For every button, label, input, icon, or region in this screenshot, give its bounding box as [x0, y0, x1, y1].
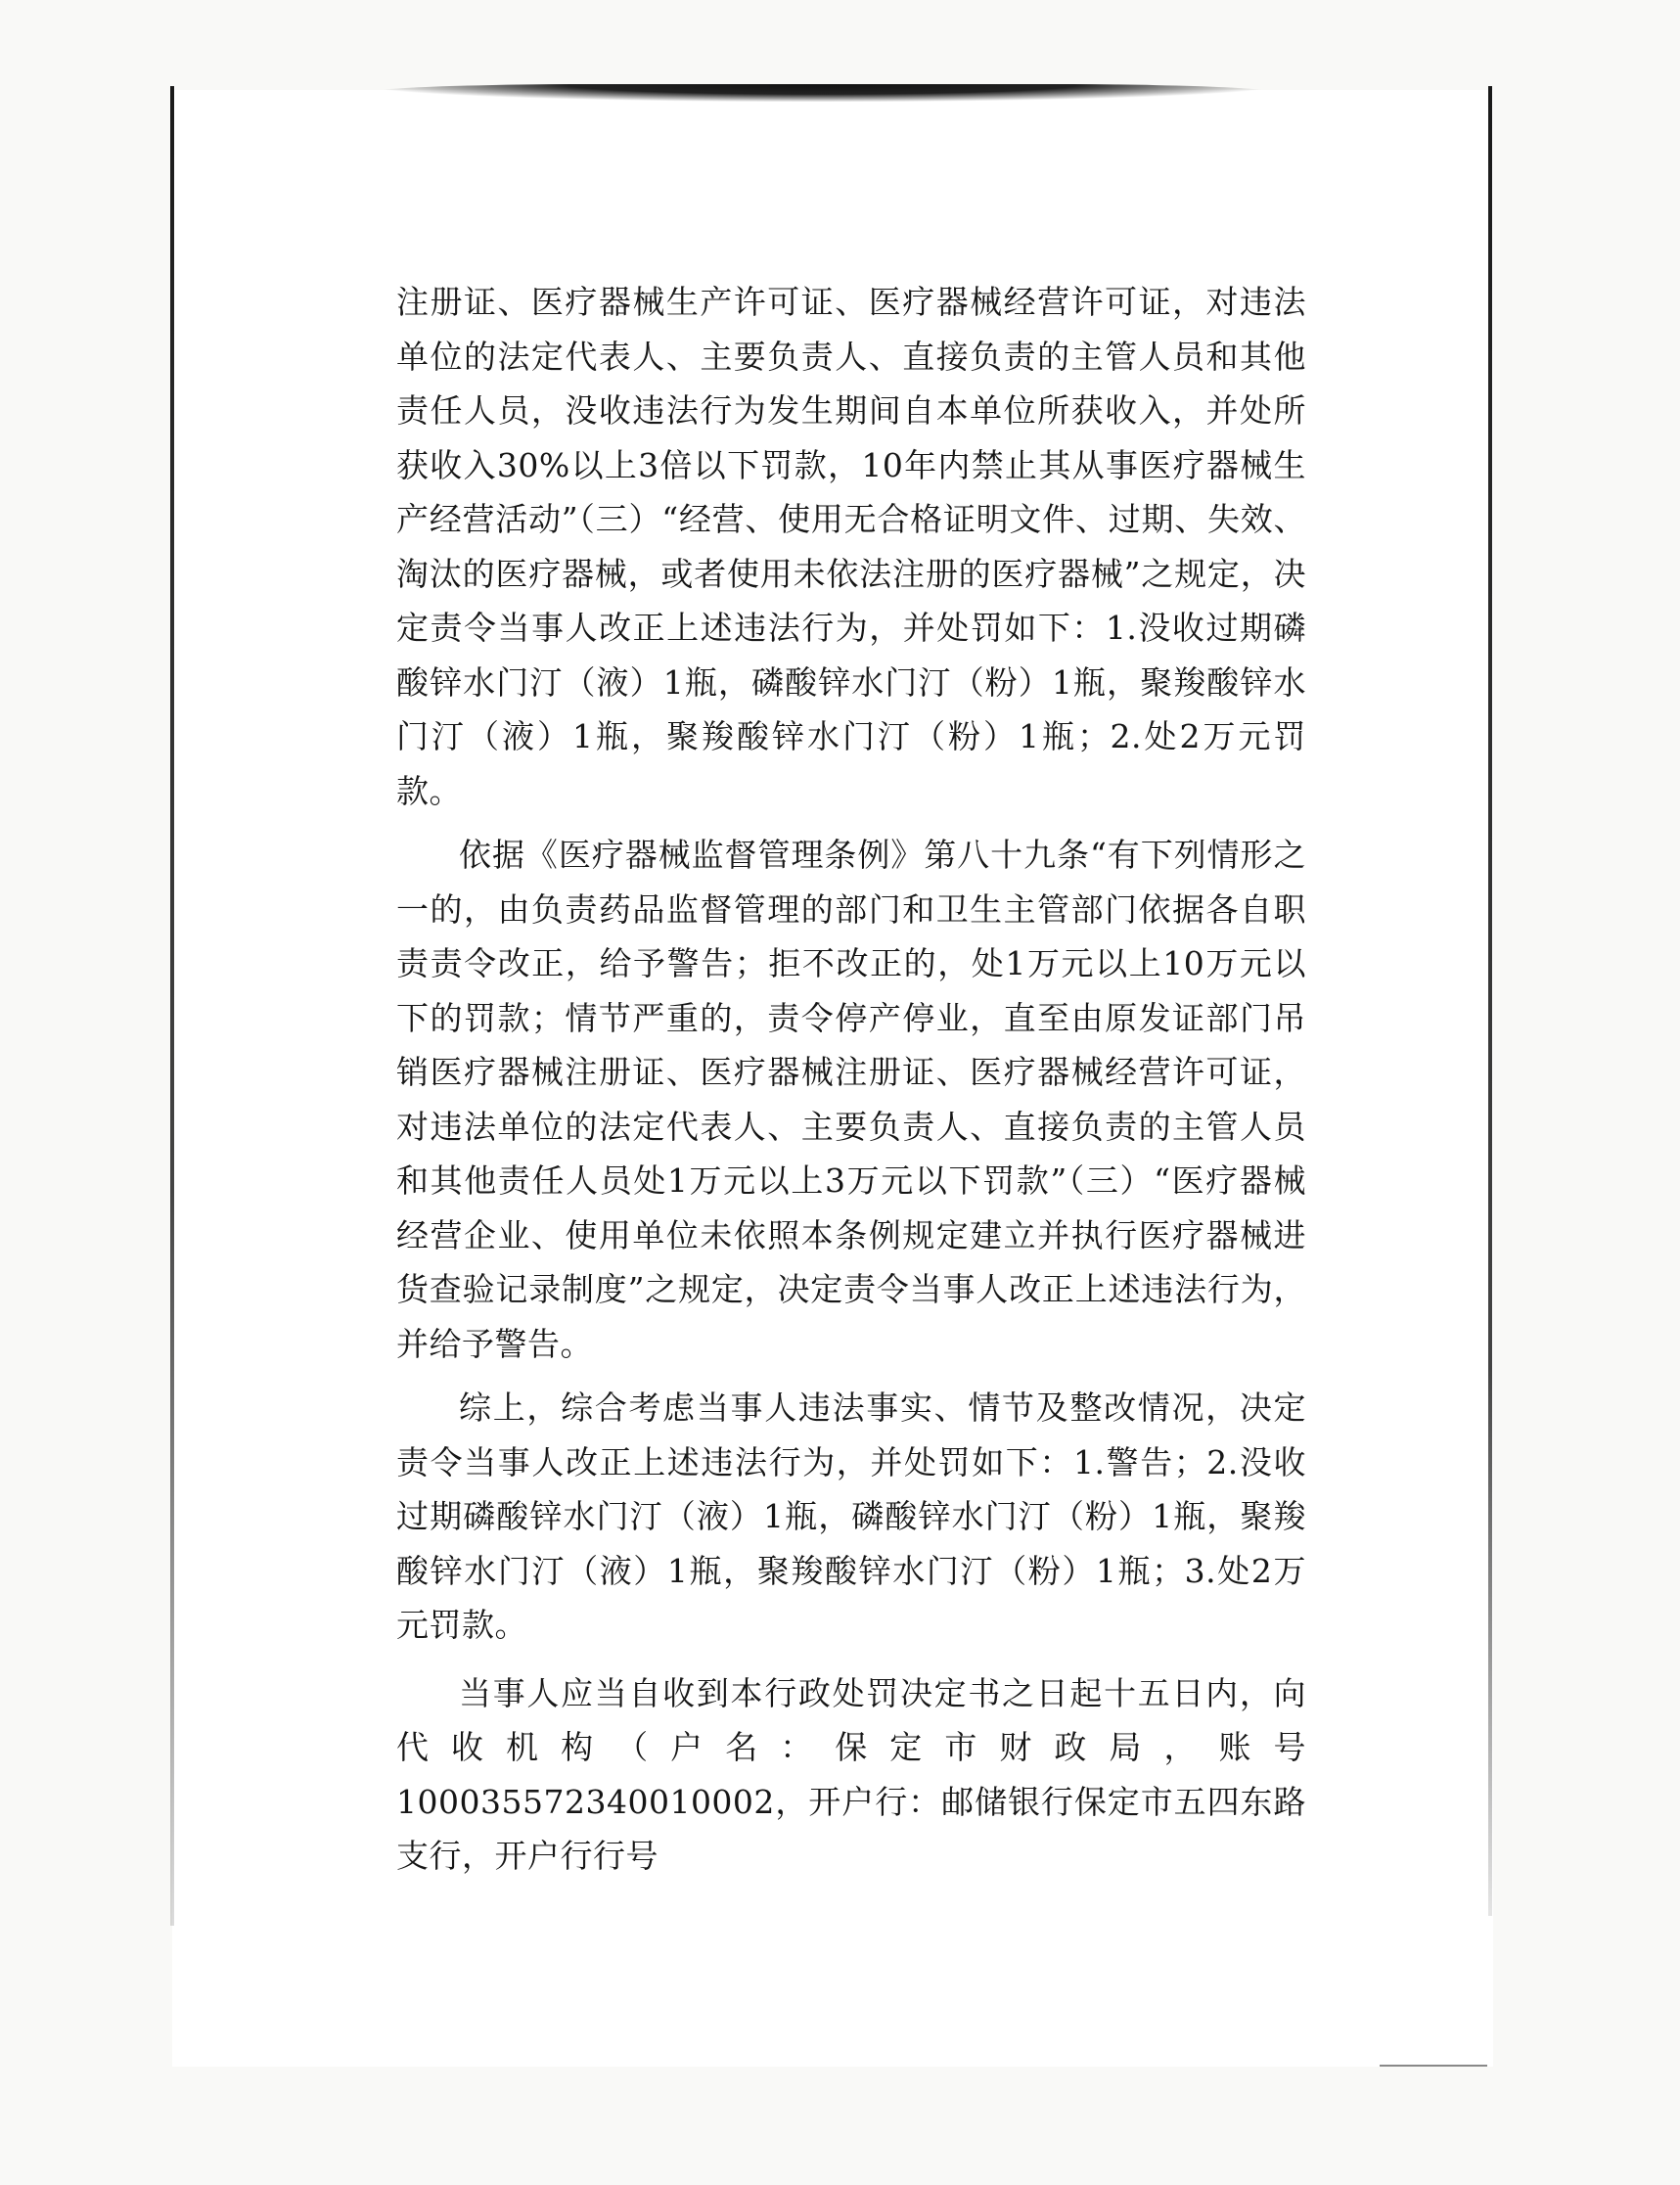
paper-bottom-edge-mark — [1380, 2065, 1487, 2067]
paper-right-edge-shadow — [1488, 86, 1492, 1916]
paragraph-article-89: 依据《医疗器械监督管理条例》第八十九条“有下列情形之一的，由负责药品监督管理的部门和卫生主管部门依据各自职责责令改正，给予警告；拒不改正的，处1万元以上10万元以下的罚款；情节严重的，责令停产停业，直至由原发证部门吊销医疗器械注册证、医疗器械注册证、医疗器械经营许可证，对违法单位的法定代表人、主要负责人、直接负责的主管人员和其他责任人员处1万元以上3万元以下罚款”（三）“医疗器械经营企业、使用单位未依照本条例规定建立并执行医疗器械进货查验记录制度”之规定，决定责令当事人改正上述违法行为，并给予警告。 — [396, 836, 1306, 1363]
paragraph-payment-instructions: 当事人应当自收到本行政处罚决定书之日起十五日内，向代收机构（户名：保定市财政局，账号100035572340010002，开户行：邮储银行保定市五四东路支行，开户行行号 — [396, 1673, 1306, 1875]
document-body — [396, 275, 1306, 1884]
paragraph-penalty-continuation: 注册证、医疗器械生产许可证、医疗器械经营许可证，对违法单位的法定代表人、主要负责人、直接负责的主管人员和其他责任人员，没收违法行为发生期间自本单位所获收入，并处所获收入30%以上3倍以下罚款，10年内禁止其从事医疗器械生产经营活动”（三）“经营、使用无合格证明文件、过期、失效、淘汰的医疗器械，或者使用未依法注册的医疗器械”之规定，决定责令当事人改正上述违法行为，并处罚如下：1.没收过期磷酸锌水门汀（液）1瓶，磷酸锌水门汀（粉）1瓶，聚羧酸锌水门汀（液）1瓶，聚羧酸锌水门汀（粉）1瓶；2.处2万元罚款。 — [396, 283, 1306, 810]
paragraph-summary-decision: 综上，综合考虑当事人违法事实、情节及整改情况，决定责令当事人改正上述违法行为，并处罚如下：1.警告；2.没收过期磷酸锌水门汀（液）1瓶，磷酸锌水门汀（粉）1瓶，聚羧酸锌水门汀（液）1瓶，聚羧酸锌水门汀（粉）1瓶；3.处2万元罚款。 — [396, 1388, 1306, 1644]
paper-left-edge-shadow — [170, 86, 174, 1926]
paper-top-edge-shadow — [367, 84, 1277, 102]
